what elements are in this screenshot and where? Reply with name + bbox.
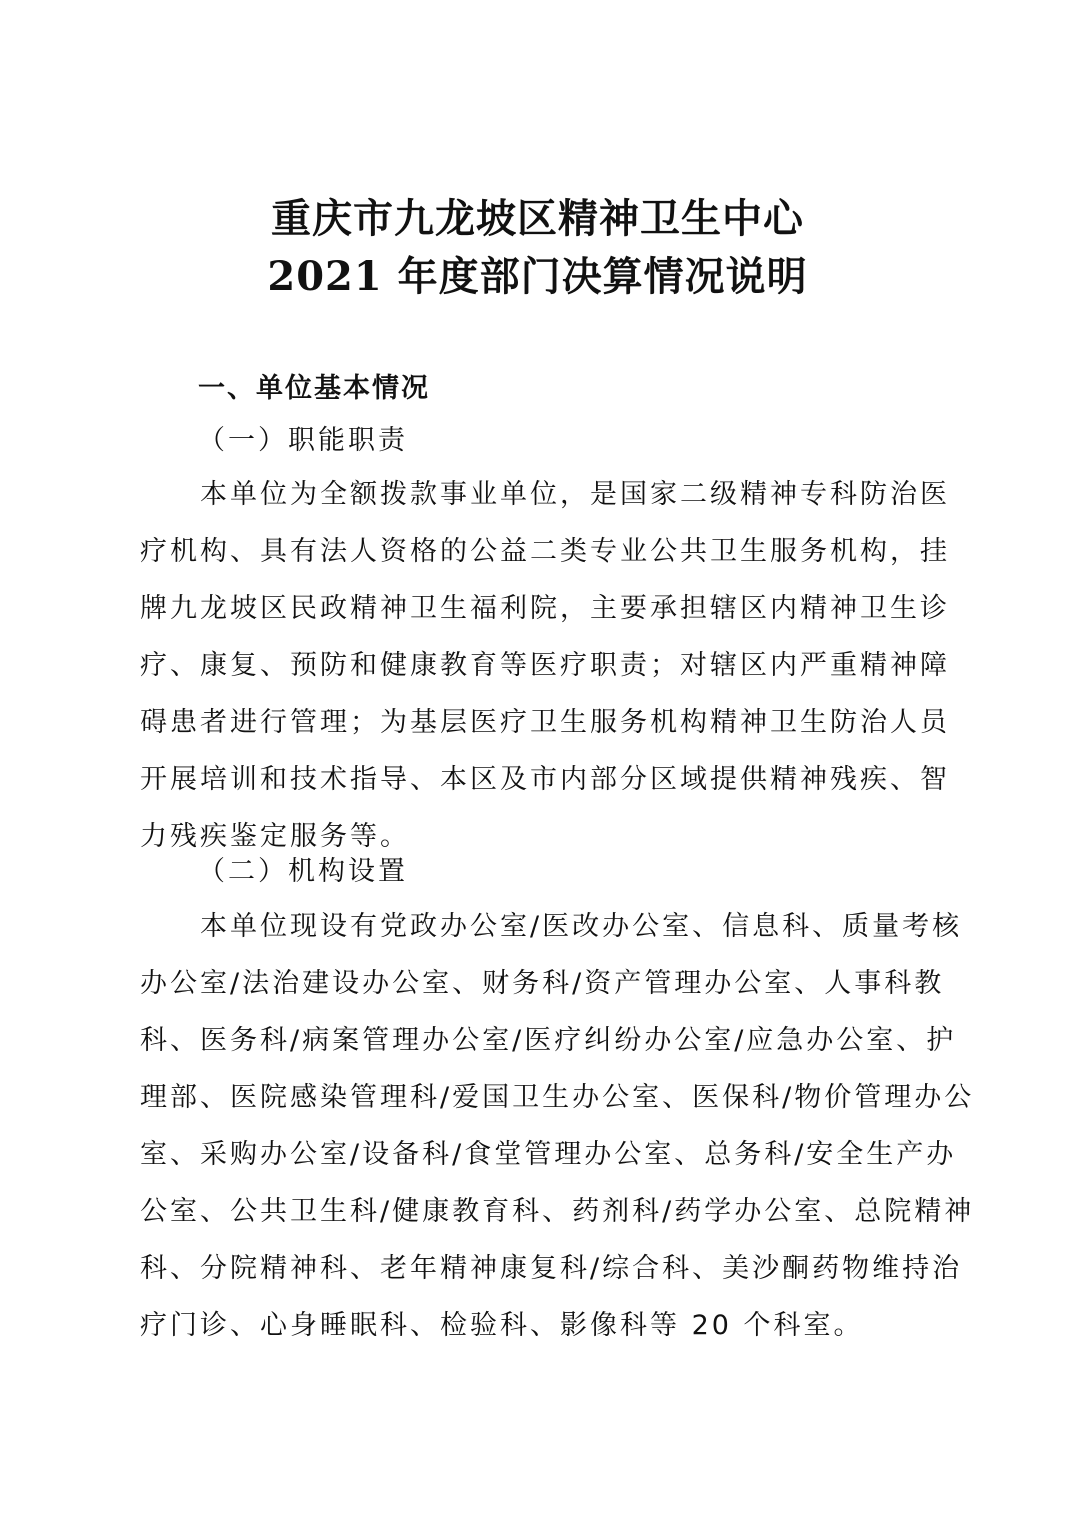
section-heading-basic-info: 一、单位基本情况 xyxy=(198,373,430,404)
paragraph-line: 开展培训和技术指导、本区及市内部分区域提供精神残疾、智 xyxy=(140,764,950,795)
paragraph-line: 本单位为全额拨款事业单位，是国家二级精神专科防治医 xyxy=(140,479,950,510)
paragraph-line: 公室、公共卫生科/健康教育科、药剂科/药学办公室、总院精神 xyxy=(140,1196,975,1227)
paragraph-line: 科、医务科/病案管理办公室/医疗纠纷办公室/应急办公室、护 xyxy=(140,1025,957,1056)
subsection-heading-functions: （一）职能职责 xyxy=(198,425,408,456)
paragraph-line: 本单位现设有党政办公室/医改办公室、信息科、质量考核 xyxy=(140,911,963,942)
title-line-2: 2021 年度部门决算情况说明 xyxy=(267,253,808,300)
paragraph-line: 疗、康复、预防和健康教育等医疗职责；对辖区内严重精神障 xyxy=(140,650,950,681)
paragraph-line: 力残疾鉴定服务等。 xyxy=(140,821,410,852)
title-line-1: 重庆市九龙坡区精神卫生中心 xyxy=(271,195,804,242)
subsection-heading-organization: （二）机构设置 xyxy=(198,856,408,887)
paragraph-line: 办公室/法治建设办公室、财务科/资产管理办公室、人事科教 xyxy=(140,968,945,999)
paragraph-line: 碍患者进行管理；为基层医疗卫生服务机构精神卫生防治人员 xyxy=(140,707,950,738)
paragraph-line: 牌九龙坡区民政精神卫生福利院，主要承担辖区内精神卫生诊 xyxy=(140,593,950,624)
paragraph-organization xyxy=(140,898,975,1354)
paragraph-line: 疗门诊、心身睡眠科、检验科、影像科等 20 个科室。 xyxy=(140,1310,864,1341)
paragraph-line: 理部、医院感染管理科/爱国卫生办公室、医保科/物价管理办公 xyxy=(140,1082,975,1113)
document-title xyxy=(0,190,1075,306)
paragraph-functions xyxy=(140,466,950,865)
paragraph-line: 科、分院精神科、老年精神康复科/综合科、美沙酮药物维持治 xyxy=(140,1253,963,1284)
paragraph-line: 室、采购办公室/设备科/食堂管理办公室、总务科/安全生产办 xyxy=(140,1139,957,1170)
paragraph-line: 疗机构、具有法人资格的公益二类专业公共卫生服务机构，挂 xyxy=(140,536,950,567)
